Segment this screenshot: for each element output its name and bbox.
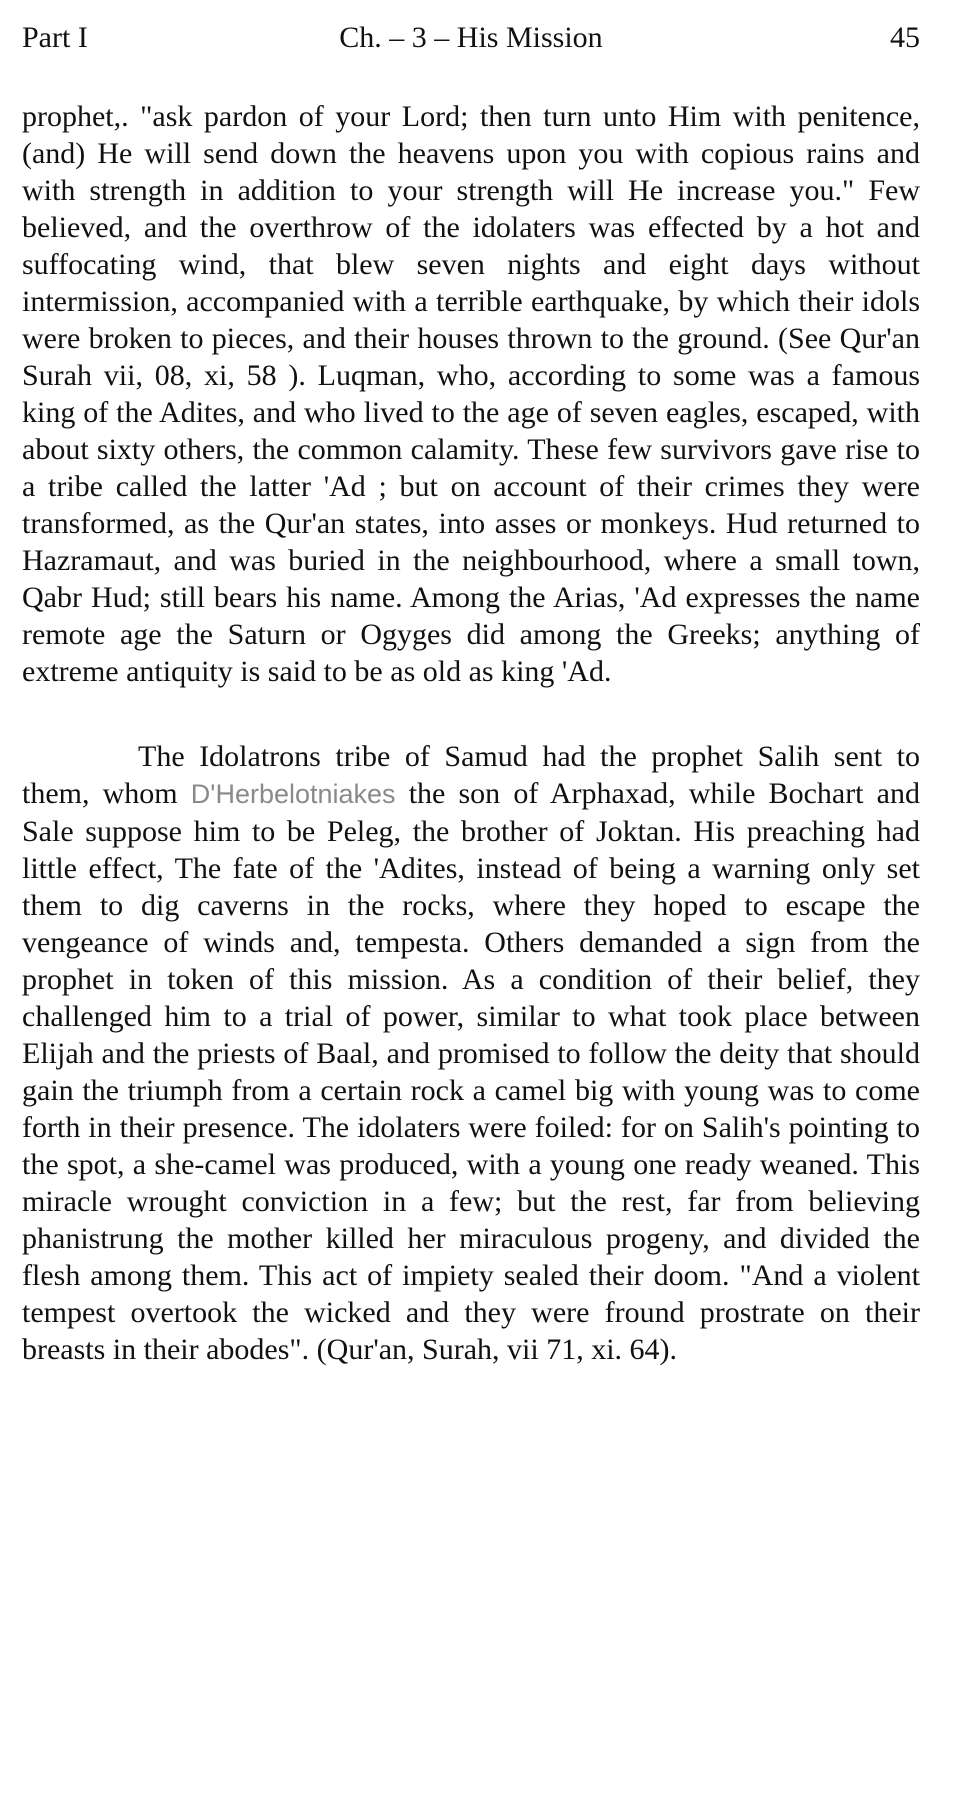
page-body [22,98,920,1368]
paragraph-2-text-before: The Idolatrons tribe of Samud had the prophet Salih sent to them, whom [22,740,920,810]
paragraph-1: prophet,. "ask pardon of your Lord; then turn unto Him with penitence, (and) He will send down the heavens upon you with copious rains and with strength in addition to your strength will He increase you." Few believed, and the overthrow of the idolaters was effected by a hot and suffocating wind, that blew seven nights and eight days without intermission, accompanied with a terrible earthquake, by which their idols were broken to pieces, and their houses thrown to the ground. (See Qur'an Surah vii, 08, xi, 58 ). Luqman, who, according to some was a famous king of the Adites, and who lived to the age of seven eagles, escaped, with about sixty others, the common calamity. These few survivors gave rise to a tribe called the latter 'Ad ; but on account of their crimes they were transformed, as the Qur'an states, into asses or monkeys. Hud returned to Hazramaut, and was buried in the neighbourhood, where a small town, Qabr Hud; still bears his name. Among the Arias, 'Ad expresses the name remote age the Saturn or Ogyges did among the Greeks; anything of extreme antiquity is said to be as old as king 'Ad. [22,100,920,688]
page-header [22,18,920,58]
paragraph-2 [22,738,920,1368]
page-number: 45 [890,21,920,54]
chapter-title: Ch. – 3 – His Mission [339,21,603,54]
part-label: Part I [22,21,88,54]
paragraph-2-text-after: the son of Arphaxad, while Bochart and Sale suppose him to be Peleg, the brother of Joktan. His preaching had little effect, The fate of the 'Adites, instead of being a warning only set them to dig caverns in the rocks, where they hoped to escape the vengeance of winds and, tempesta. Others demanded a sign from the prophet in token of this mission. As a condition of their belief, they challenged him to a trial of power, similar to what took place between Elijah and the priests of Baal, and promised to follow the deity that should gain the triumph from a certain rock a camel big with young was to come forth in their presence. The idolaters were foiled: for on Salih's pointing to the spot, a she-camel was produced, with a young one ready weaned. This miracle wrought conviction in a few; but the rest, far from believing phanistrung the mother killed her miraculous progeny, and divided the flesh among them. This act of impiety sealed their doom. "And a violent tempest overtook the wicked and they were fround prostrate on their breasts in their abodes". (Qur'an, Surah, vii 71, xi. 64). [22,777,920,1366]
paragraph-2-grey-name: D'Herbelotniakes [190,779,396,809]
